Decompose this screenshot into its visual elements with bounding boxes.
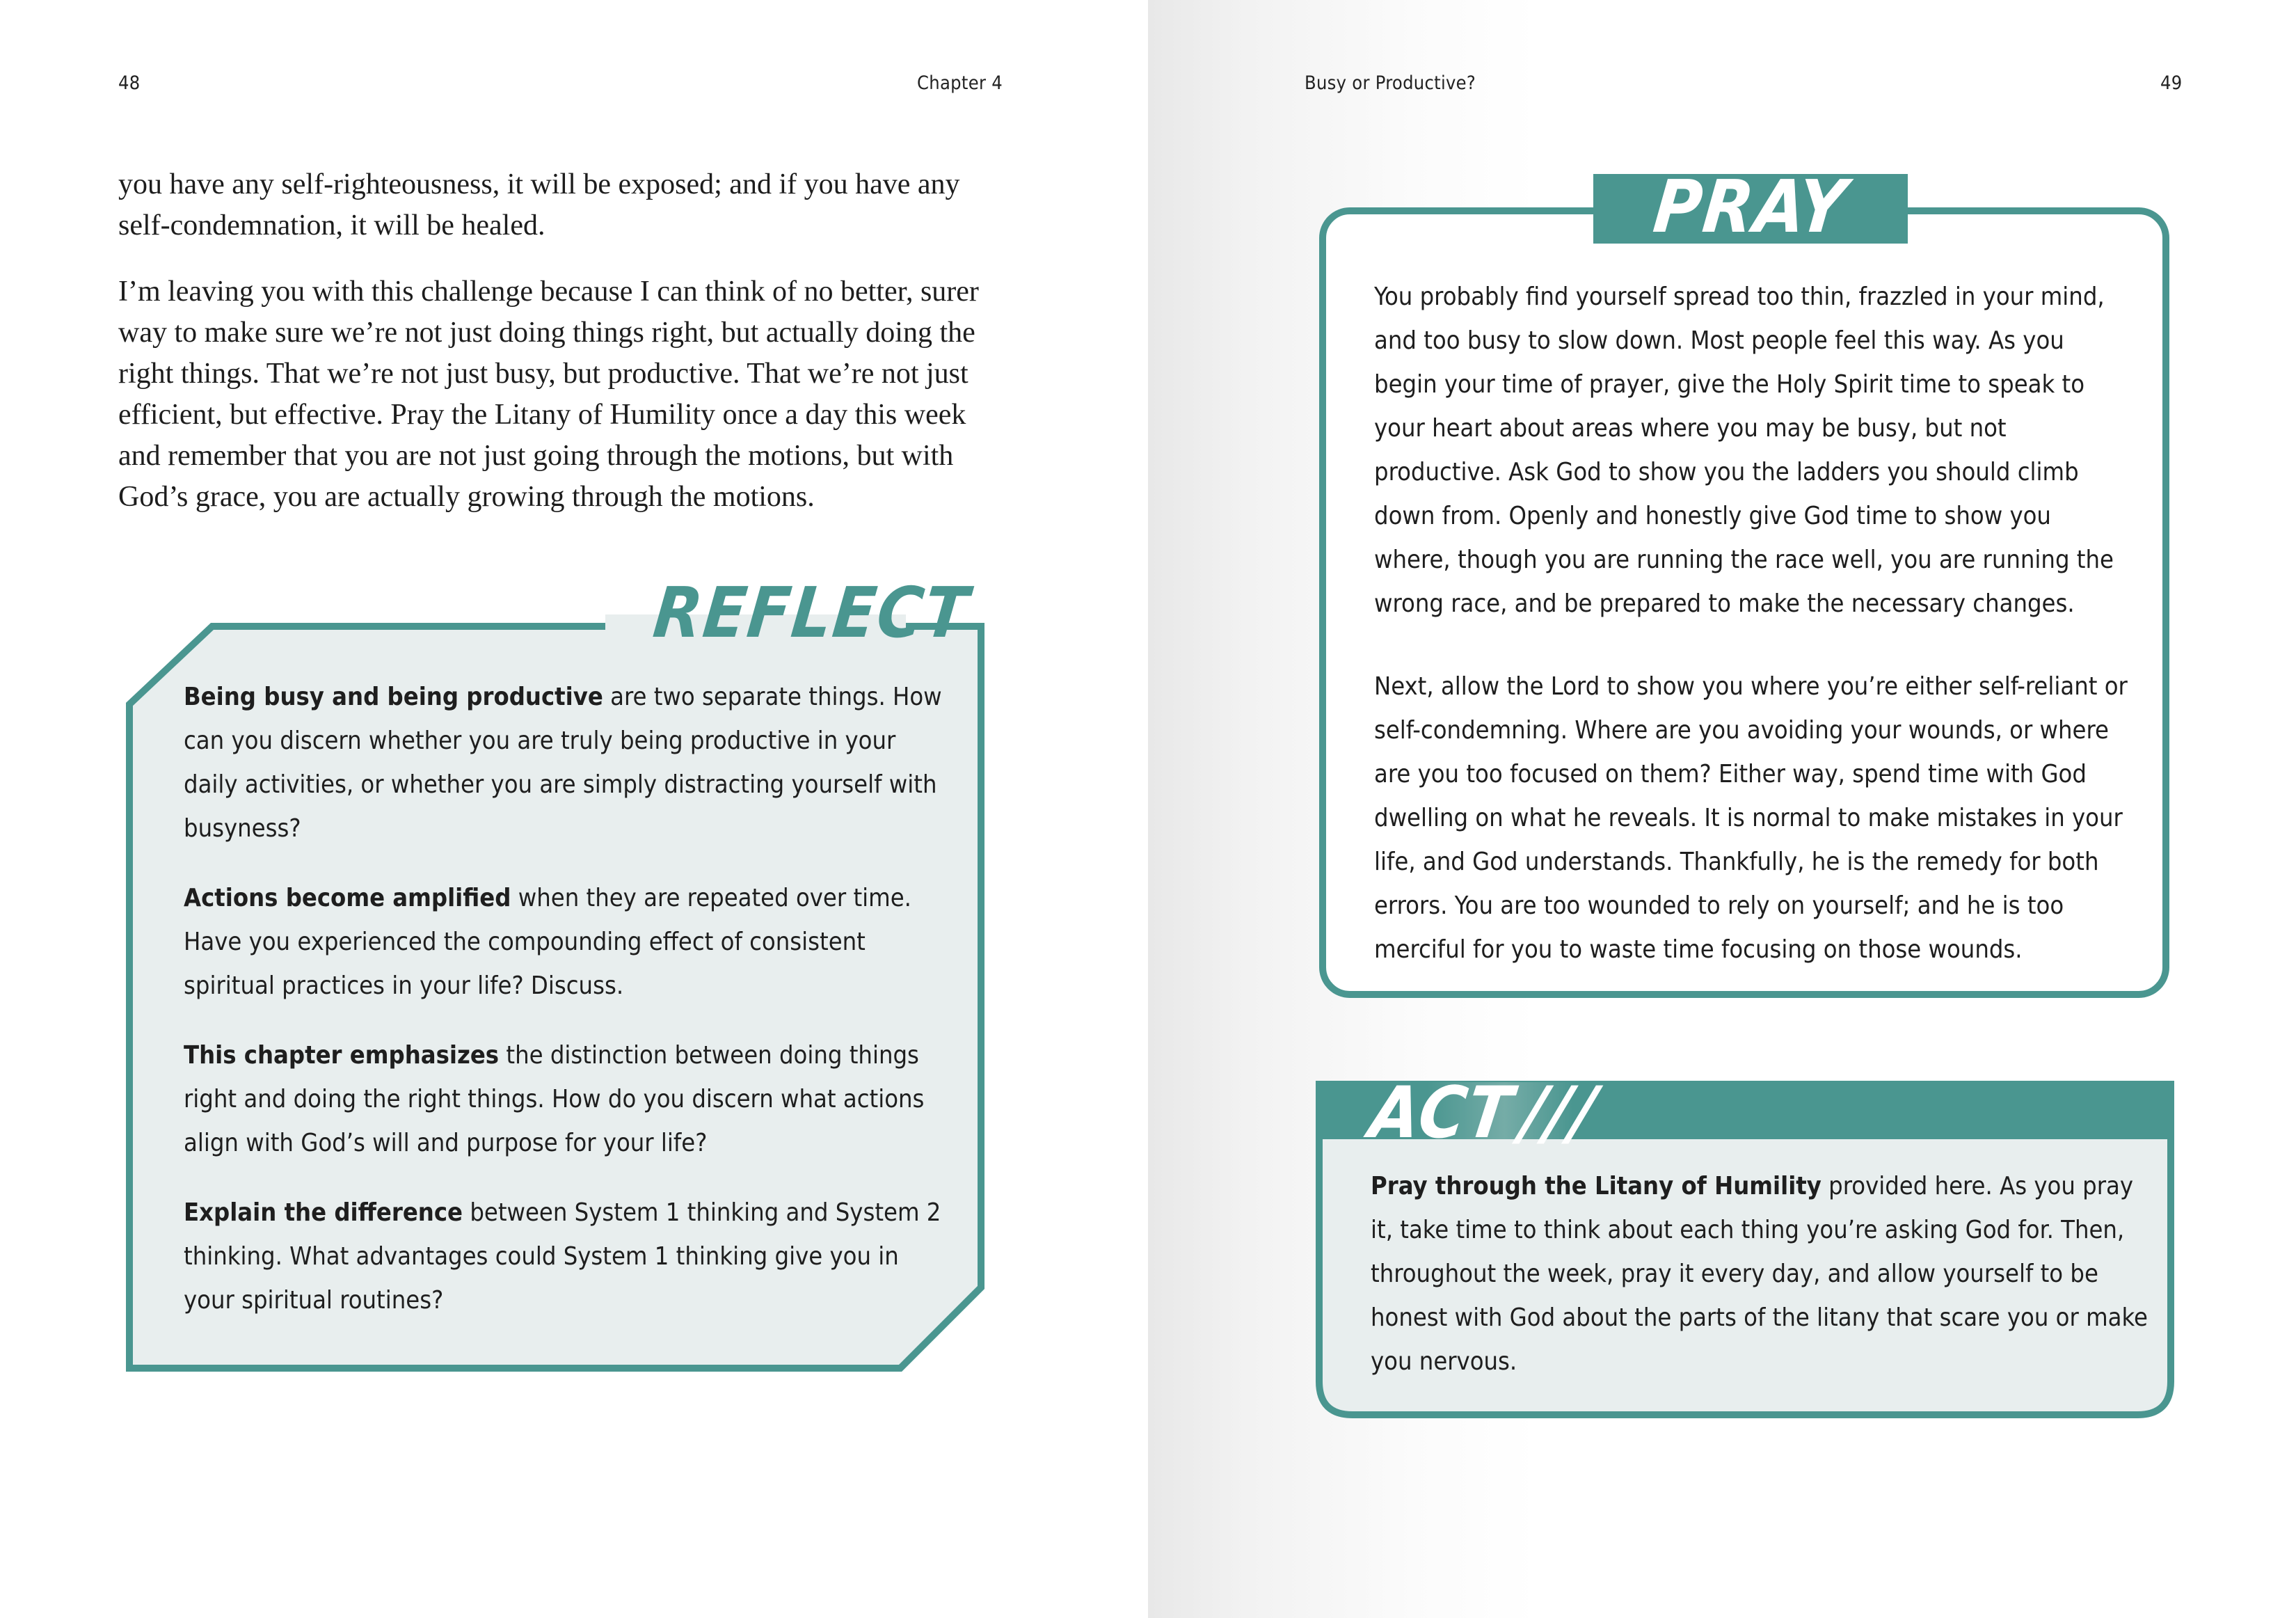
- body-paragraph: I’m leaving you with this challenge because I can think of no better, surer way to make sure we’re not just doing things right, but actually doing the right things. That we’re not just busy, but productive. That we’re not just efficient, but effective. Pray the Litany of Humility once a day this week and remember that you are not just going through the motions, but with God’s grace, you are actually growing through the motions.: [118, 276, 979, 513]
- act-lead: Pray through the Litany of Humility: [1371, 1172, 1821, 1200]
- reflect-question-lead: Actions become amplified: [184, 884, 511, 912]
- act-text: [1371, 1164, 2157, 1383]
- pray-paragraph: Next, allow the Lord to show you where you’re either self-reliant or self-condemning. Where are you avoiding your wounds, or where are you too focused on them? Either way, spend time with God dwelling on what he reveals. It is normal to make mistakes in your life, and God understands. Thankfully, he is the remedy for both errors. You are too wounded to rely on yourself; and he is too merciful for you to waste time focusing on those wounds.: [1374, 672, 2128, 964]
- running-head: Chapter 4: [917, 72, 1003, 94]
- page-number: 49: [2160, 72, 2183, 94]
- reflect-question: Being busy and being productive are two separate things. How can you discern whether you are truly being productive in your daily activities, or whether you are simply distracting yourself with busyness?: [184, 683, 942, 843]
- reflect-question-lead: Explain the difference: [184, 1198, 463, 1227]
- reflect-question: This chapter emphasizes the distinction between doing things right and doing the right things. How do you discern what actions align with God’s will and purpose for your life?: [184, 1041, 925, 1157]
- reflect-questions: [184, 675, 942, 1322]
- reflect-heading: REFLECT: [649, 572, 973, 653]
- reflect-question-lead: Being busy and being productive: [184, 683, 603, 711]
- act-paragraph: Pray through the Litany of Humility provided here. As you pray it, take time to think about each thing you’re asking God for. Then, throughout the week, pray it every day, and allow yourself to be honest with God about the parts of the litany that scare you or make you nervous.: [1371, 1172, 2148, 1376]
- reflect-question: Explain the difference between System 1 thinking and System 2 thinking. What advantages could System 1 thinking give you in your spiritual routines?: [184, 1198, 941, 1315]
- pray-paragraph: You probably find yourself spread too thin, frazzled in your mind, and too busy to slow down. Most people feel this way. As you begin your time of prayer, give the Holy Spirit time to speak to your heart about areas where you may be busy, but not productive. Ask God to show you the ladders you should climb down from. Openly and honestly give God time to show you where, though you are running the race well, you are running the wrong race, and be prepared to make the necessary changes.: [1374, 283, 2114, 618]
- act-heading: ACT///: [1364, 1072, 1602, 1155]
- right-page: [1148, 0, 2296, 1618]
- page-number: 48: [118, 72, 141, 94]
- running-head: Busy or Productive?: [1305, 72, 1476, 94]
- reflect-question-lead: This chapter emphasizes: [184, 1041, 500, 1070]
- slashes-icon: ///: [1516, 1072, 1602, 1155]
- reflect-question: Actions become amplified when they are repeated over time. Have you experienced the compounding effect of consistent spiritual practices in your life? Discuss.: [184, 884, 911, 1000]
- pray-heading: PRAY: [1650, 164, 1851, 249]
- body-paragraph: you have any self-righteousness, it will be exposed; and if you have any self-condemnation, it will be healed.: [118, 168, 960, 241]
